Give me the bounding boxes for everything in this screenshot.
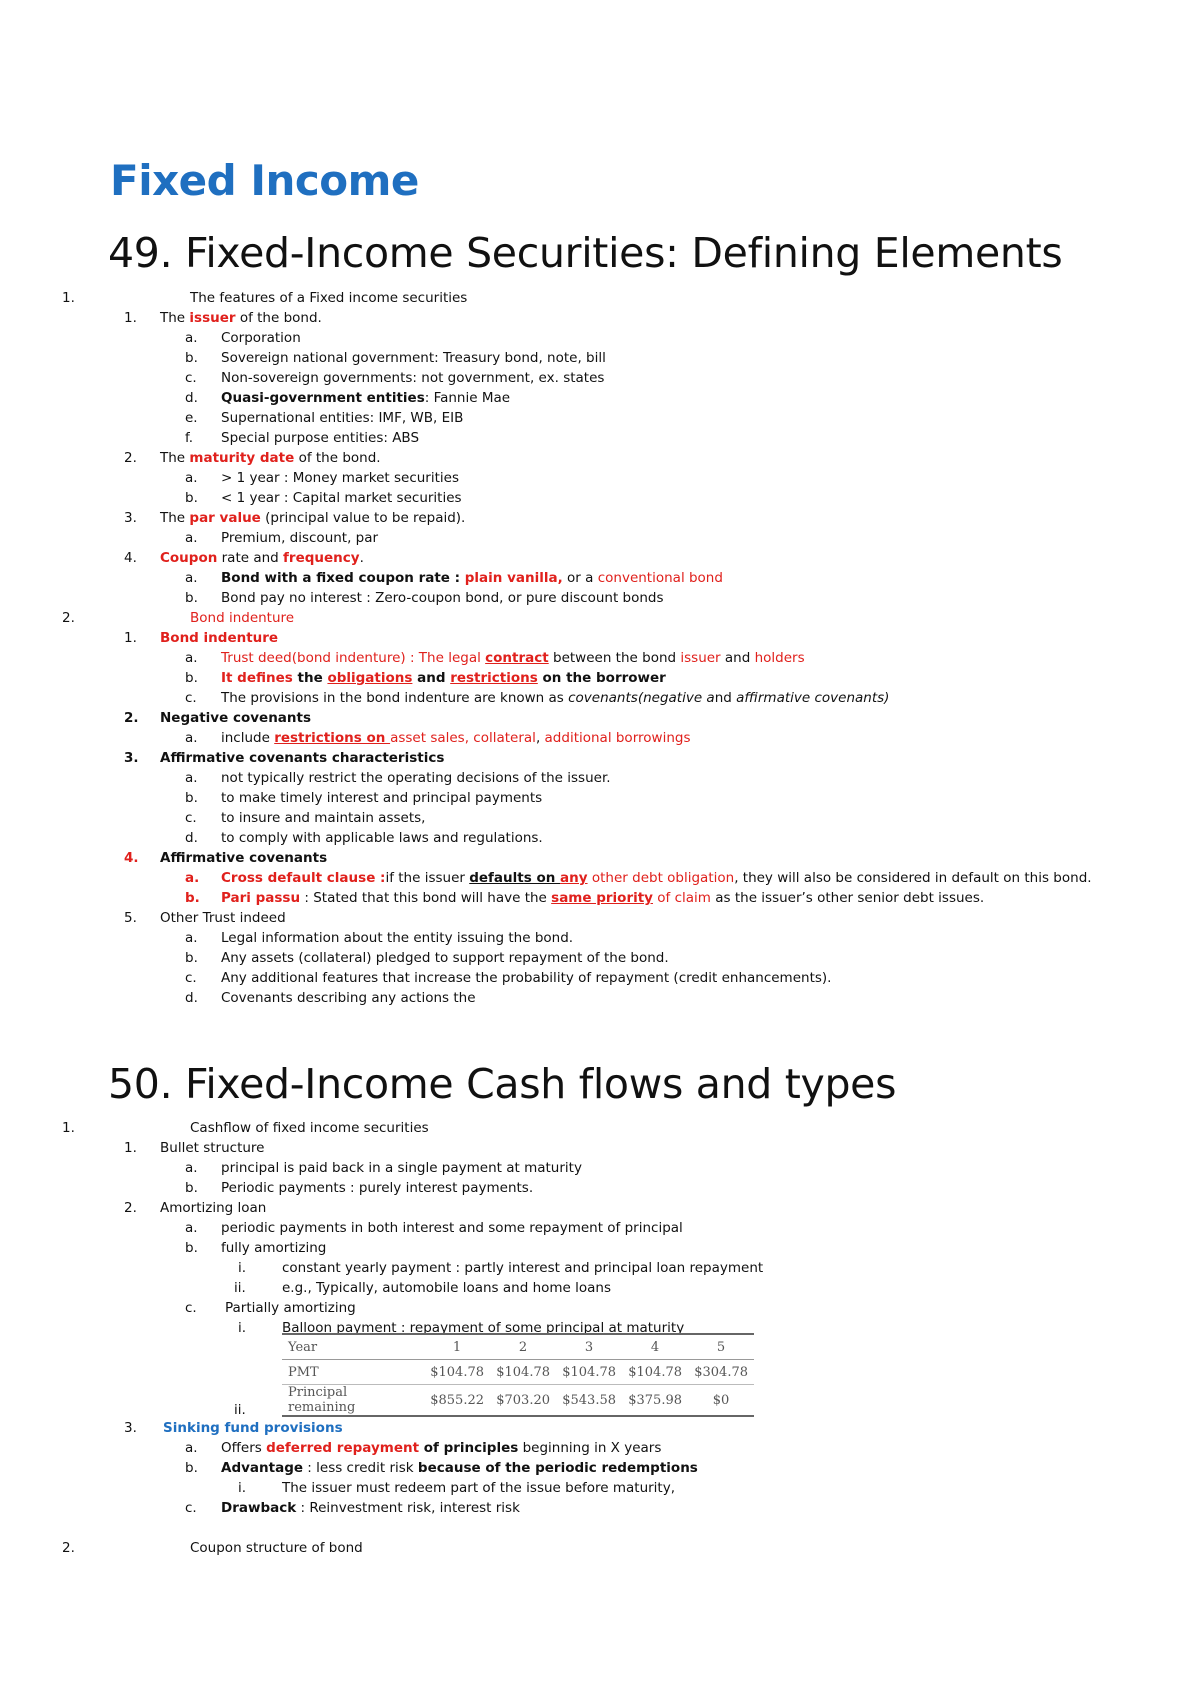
table-cell: $104.78: [622, 1360, 688, 1385]
table-header-row: [282, 1334, 754, 1360]
table-cell: $104.78: [424, 1360, 490, 1385]
table-cell: $0: [688, 1385, 754, 1417]
table-header-cell: 2: [490, 1334, 556, 1360]
table-cell: $104.78: [490, 1360, 556, 1385]
document-page: Fixed Income 49. Fixed-Income Securities: Defining Elements 1. The features of a Fixed income securities 1. The issuer of the bond. a. Corporation b. Sovereign national government: Treasury bond, note, bill c. Non-sovereign governments: not government, ex. states d. Quasi-government entities: Fannie Mae e. Supernational entities: IMF, WB, EIB f. Special purpose entities: ABS 2. The maturity date of the bond. a. > 1 year : Money market securities b. < 1 year : Capital market securities 3. The par value (principal value to be repaid). a. Premium, discount, par 4. Coupon rate and frequency. a. Bond with a fixed coupon rate : plain vanilla, or a conventional bond b. Bond pay no interest : Zero-coupon bond, or pure discount bonds 2. Bond indenture 1. Bond indenture a. Trust deed(bond indenture) : The legal contract between the bond issuer and holders b. It defines the obligations and restrictions on the borrower c. The provisions in the bond indenture are known as covenants(negative and affirmative covenants) 2. Negative covenants a. include restrictions on asset sales, collateral, additional borrowings 3. Affirmative covenants characteristics a. not typically restrict the operating decisions of the issuer. b. to make timely interest and principal payments c. to insure and maintain assets, d. to comply with applicable laws and regulations. 4. Affirmative covenants a. Cross default clause :if the issuer defaults on any other debt obligation, they will also be considered in default on this bond. b. Pari passu : Stated that this bond will have the same priority of claim as the issuer’s other senior debt issues. 5. Other Trust indeed a. Legal information about the entity issuing the bond. b. Any assets (collateral) pledged to support repayment of the bond. c. Any additional features that increase the probability of repayment (credit enhancements). d. Covenants describing any actions the 50. Fixed-Income Cash flows and types 1. Cashflow of fixed income securities 1. Bullet structure a. principal is paid back in a single payment at maturity b. Periodic payments : purely interest payments. 2. Amortizing loan a. periodic payments in both interest and some repayment of principal b. fully amortizing i. constant yearly payment : partly interest and principal loan repayment ii. e.g., Typically, automobile loans and home loans c. Partially amortizing i. Balloon payment : repayment of some principal at maturity Year 1 2 3 4 5 PMT $104.78 $104.78 $104.78 $104.78 $304.78 Principal remaining $855.22 $703.20 $543.58 $375.98 $0 ii. 3. Sinking fund provisions a. Offers deferred repayment of principles beginning in X years b. Advantage : less credit risk because of the periodic redemptions i. The issuer must redeem part of the issue before maturity, c. Drawback : Reinvestment risk, interest risk 2. Coupon structure of bond: [62, 156, 1092, 1556]
table-cell: Principal remaining: [282, 1385, 424, 1417]
table-cell: $375.98: [622, 1385, 688, 1417]
section-heading-50: 50. Fixed-Income Cash flows and types: [108, 1060, 897, 1108]
balloon-payment-table: [282, 1333, 754, 1417]
section-heading-49: 49. Fixed-Income Securities: Defining Elements: [108, 229, 1063, 277]
table-cell: $104.78: [556, 1360, 622, 1385]
table-cell: $543.58: [556, 1385, 622, 1417]
table-header-cell: 3: [556, 1334, 622, 1360]
table-row: [282, 1360, 754, 1385]
table-cell: $855.22: [424, 1385, 490, 1417]
table-header-cell: 4: [622, 1334, 688, 1360]
table-cell: $703.20: [490, 1385, 556, 1417]
table-row: [282, 1385, 754, 1417]
table-cell: $304.78: [688, 1360, 754, 1385]
table-header-cell: Year: [282, 1334, 424, 1360]
table-header-cell: 1: [424, 1334, 490, 1360]
table-cell: PMT: [282, 1360, 424, 1385]
table-header-cell: 5: [688, 1334, 754, 1360]
page-title: Fixed Income: [110, 156, 419, 205]
